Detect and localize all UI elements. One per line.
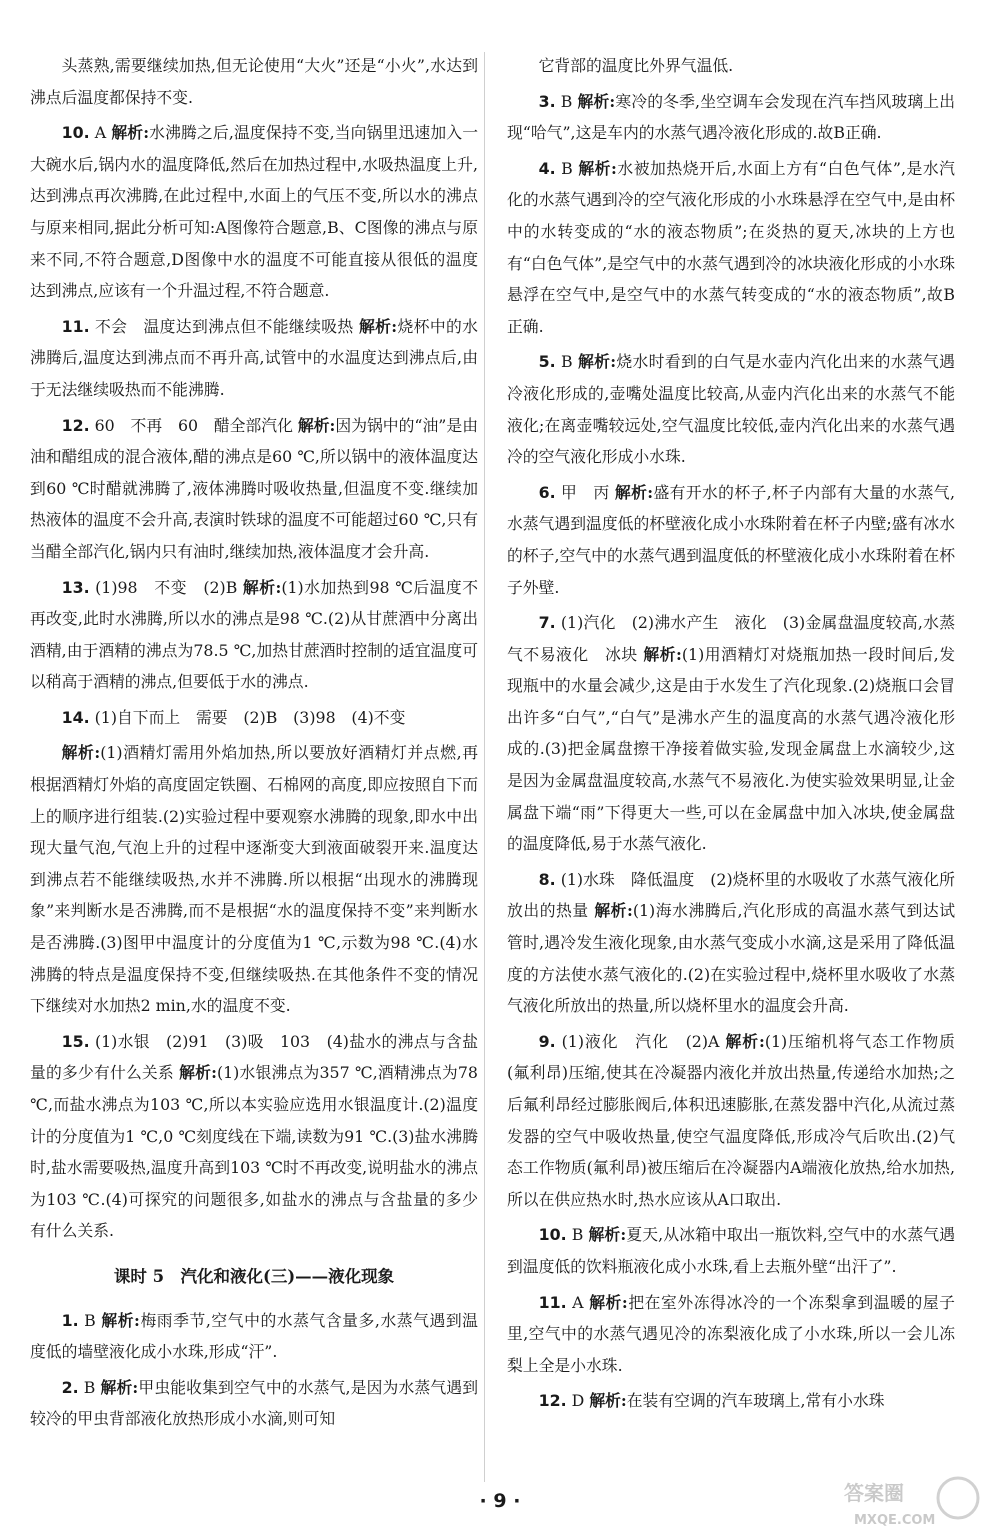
answer-item xyxy=(30,50,478,113)
answer-number: 10. xyxy=(538,1225,567,1245)
answer-number: 2. xyxy=(61,1377,79,1397)
left-column xyxy=(30,50,478,1439)
answer-number: 13. xyxy=(61,577,90,597)
analysis-label: 解析: xyxy=(111,123,150,143)
answer-key: (1)汽化 (2)沸水产生 液化 (3)金属盘温度较高,水蒸气不易液化 冰块 xyxy=(507,613,955,664)
answer-number: 12. xyxy=(538,1391,567,1411)
analysis-label: 解析: xyxy=(594,901,633,921)
answer-text: (1)压缩机将气态工作物质(氟利昂)压缩,使其在冷凝器内液化并放出热量,传递给水加热;之后氟利昂经过膨胀阀后,体积迅速膨胀,在蒸发器中汽化,从流过蒸发器的空气中吸收热量,使空气温度降低,形成冷气后吹出.(2)气态工作物质(氟利昂)被压缩后在冷凝器内A端液化放热,给水加热,所以在供应热水时,热水应该从A口取出. xyxy=(507,1031,955,1209)
answer-text: 梅雨季节,空气中的水蒸气含量多,水蒸气遇到温度低的墙壁液化成小水珠,形成“汗”. xyxy=(30,1310,478,1362)
answer-item xyxy=(507,86,955,149)
answer-key: B xyxy=(561,158,573,178)
answer-key: (1)水珠 降低温度 (2)烧杯里的水吸收了水蒸气液化所放出的热量 xyxy=(507,869,955,921)
analysis-label: 解析: xyxy=(643,644,682,664)
analysis-label: 解析: xyxy=(242,577,282,597)
answer-item xyxy=(30,572,478,698)
answer-text: (1)海水沸腾后,汽化形成的高温水蒸气到达试管时,遇冷发生液化现象,由水蒸气变成小水滴,这是采用了降低温度的方法使水蒸气液化的.(2)在实验过程中,烧杯里水吸收了水蒸气液化所放出的热量,所以烧杯里水的温度会升高. xyxy=(507,901,955,1016)
answer-number: 11. xyxy=(538,1292,567,1312)
answer-text: (1)用酒精灯对烧瓶加热一段时间后,发现瓶中的水量会减少,这是由于水发生了汽化现象.(2)烧瓶口会冒出许多“白气”,“白气”是沸水产生的温度高的水蒸气遇冷液化形成的.(3)把金属盘擦干净接着做实验,发现金属盘上水滴较少,这是因为金属盘温度较高,水蒸气不易液化.为使实验效果明显,让金属盘下端“雨”下得更大一些,可以在金属盘中加入冰块,使金属盘的温度降低,易于水蒸气液化. xyxy=(507,644,955,854)
watermark-logo xyxy=(840,1474,990,1530)
answer-item xyxy=(507,346,955,472)
analysis-label: 解析: xyxy=(358,316,398,336)
answer-text: 头蒸熟,需要继续加热,但无论使用“大火”还是“小火”,水达到沸点后温度都保持不变. xyxy=(30,56,478,107)
answer-text: 寒冷的冬季,坐空调车会发现在汽车挡风玻璃上出现“哈气”,这是车内的水蒸气遇冷液化形成的.故B正确. xyxy=(507,91,955,143)
analysis-label: 解析: xyxy=(589,1391,627,1411)
answer-item xyxy=(30,1305,478,1368)
answer-text: 盛有开水的杯子,杯子内部有大量的水蒸气,水蒸气遇到温度低的杯壁液化成小水珠附着在杯子内壁;盛有冰水的杯子,空气中的水蒸气遇到温度低的杯壁液化成小水珠附着在杯子外壁. xyxy=(507,482,955,597)
answer-key: (1)98 不变 (2)B xyxy=(95,577,238,597)
analysis-label: 解析: xyxy=(179,1063,217,1083)
right-answer-list xyxy=(507,50,955,1417)
answer-key: (1)液化 汽化 (2)A xyxy=(561,1031,720,1051)
answer-number: 9. xyxy=(538,1031,556,1051)
answer-item xyxy=(507,1219,955,1282)
answer-key: A xyxy=(94,123,107,143)
answer-text: 把在室外冻得冰冷的一个冻梨拿到温暖的屋子里,空气中的水蒸气遇见冷的冻梨液化成了小水珠,所以一会儿冻梨上全是小水珠. xyxy=(507,1292,955,1375)
answer-item xyxy=(507,50,955,82)
answer-number: 3. xyxy=(538,91,556,111)
watermark-line1: 答案圈 xyxy=(844,1481,904,1505)
answer-text: (1)酒精灯需用外焰加热,所以要放好酒精灯并点燃,再根据酒精灯外焰的高度固定铁圈、石棉网的高度,即应按照自下而上的顺序进行组装.(2)实验过程中要观察水沸腾的现象,即水中出现大量气泡,气泡上升的过程中逐渐变大到液面破裂开来.温度达到沸点若不能继续吸热,水并不沸腾.所以根据“出现水的沸腾现象”来判断水是否沸腾,而不是根据“水的温度保持不变”来判断水是否沸腾.(3)图甲中温度计的分度值为1 ℃,示数为98 ℃.(4)水沸腾的特点是温度保持不变,但继续吸热.在其他条件不变的情况下继续对水加热2 min,水的温度不变. xyxy=(30,743,479,1016)
answer-number: 6. xyxy=(538,482,556,502)
answer-key: A xyxy=(572,1292,584,1312)
analysis-label: 解析: xyxy=(588,1225,627,1245)
answer-text: (1)水加热到98 ℃后温度不再改变,此时水沸腾,所以水的沸点是98 ℃.(2)从甘蔗酒中分离出酒精,由于酒精的沸点为78.5 ℃,加热甘蔗酒时控制的适宜温度可以稍高于酒精的沸点,但要低于水的沸点. xyxy=(30,577,479,692)
analysis-label: 解析: xyxy=(101,1310,140,1330)
answer-number: 1. xyxy=(61,1310,79,1330)
answer-text: 烧水时看到的白气是水壶内汽化出来的水蒸气遇冷液化形成的,壶嘴处温度比较高,从壶内汽化出来的水蒸气不能液化;在离壶嘴较远处,空气温度比较低,壶内汽化出来的水蒸气遇冷的空气液化形成小水珠. xyxy=(507,352,955,467)
answer-text: 在装有空调的汽车玻璃上,常有小水珠 xyxy=(626,1391,885,1411)
answer-number: 14. xyxy=(61,707,90,727)
answer-key: B xyxy=(84,1310,96,1330)
left-answer-list xyxy=(30,50,478,1247)
answer-item xyxy=(30,702,478,734)
right-column xyxy=(507,50,955,1421)
analysis-label: 解析: xyxy=(614,482,654,502)
analysis-label: 解析: xyxy=(297,415,336,435)
section-title: 课时 5 汽化和液化(三)——液化现象 xyxy=(113,1266,395,1286)
answer-key: (1)自下而上 需要 (2)B (3)98 (4)不变 xyxy=(94,707,406,727)
answer-key: B xyxy=(560,91,573,111)
answer-key: 不会 温度达到沸点但不能继续吸热 xyxy=(94,316,354,336)
answer-text: 因为锅中的“油”是由油和醋组成的混合液体,醋的沸点是60 ℃,所以锅中的液体温度达到60 ℃时醋就沸腾了,液体沸腾吋吸收热量,但温度不变.继续加热液体的温度不会升高,表演时铁球的温度不可能超过60 ℃,只有当醋全部汽化,锅内只有油时,继续加热,液体温度才会升高. xyxy=(30,415,478,561)
watermark-line2: MXQE.COM xyxy=(854,1513,936,1528)
answer-item xyxy=(30,117,478,307)
answer-number: 5. xyxy=(538,352,556,372)
answer-item xyxy=(30,1372,478,1435)
left-after-answer-list xyxy=(30,1305,478,1435)
answer-key: D xyxy=(571,1391,585,1411)
answer-number: 8. xyxy=(538,869,556,889)
page-number: · 9 · xyxy=(479,1490,521,1512)
column-divider xyxy=(484,52,485,1482)
analysis-label: 解析: xyxy=(577,352,617,372)
answer-item xyxy=(30,737,478,1021)
analysis-label: 解析: xyxy=(578,158,617,178)
answer-key: 60 不再 60 醋全部汽化 xyxy=(94,415,293,435)
answer-text: 烧杯中的水沸腾后,温度达到沸点而不再升高,试管中的水温度达到沸点后,由于无法继续吸热而不能沸腾. xyxy=(30,316,478,399)
answer-number: 7. xyxy=(538,613,556,633)
answer-item xyxy=(30,311,478,406)
answer-text: 甲虫能收集到空气中的水蒸气,是因为水蒸气遇到较冷的甲虫背部液化放热形成小水滴,则可知 xyxy=(30,1377,478,1429)
answer-item xyxy=(507,864,955,1022)
answer-item xyxy=(507,607,955,860)
analysis-label: 解析: xyxy=(589,1292,628,1312)
answer-number: 11. xyxy=(61,316,90,336)
analysis-label: 解析: xyxy=(725,1031,765,1051)
answer-item xyxy=(507,1026,955,1216)
answer-key: B xyxy=(83,1377,96,1397)
answer-text: 夏天,从冰箱中取出一瓶饮料,空气中的水蒸气遇到温度低的饮料瓶液化成小水珠,看上去瓶外壁“出汗了”. xyxy=(507,1225,955,1276)
answer-item xyxy=(30,410,478,568)
answer-number: 15. xyxy=(61,1031,90,1051)
answer-item xyxy=(507,477,955,603)
answer-text: 它背部的温度比外界气温低. xyxy=(538,56,734,75)
answer-number: 12. xyxy=(61,415,90,435)
answer-number: 10. xyxy=(61,123,90,143)
answer-key: B xyxy=(560,352,573,372)
answer-key: (1)水银 (2)91 (3)吸 103 (4)盐水的沸点与含盐量的多少有什么关系 xyxy=(30,1031,478,1083)
answer-item xyxy=(507,1385,955,1417)
answer-key: B xyxy=(571,1225,584,1245)
answer-item xyxy=(507,1287,955,1382)
answer-number: 4. xyxy=(538,158,556,178)
analysis-label: 解析: xyxy=(100,1377,139,1397)
answer-item xyxy=(507,153,955,343)
analysis-label: 解析: xyxy=(61,743,101,763)
answer-text: 水被加热烧开后,水面上方有“白色气体”,是水汽化的水蒸气遇到冷的空气液化形成的小水珠悬浮在空气中,是由杯中的水转变成的“水的液态物质”;在炎热的夏天,冰块的上方也有“白色气体”,是空气中的水蒸气遇到冷的冰块液化形成的小水珠悬浮在空气中,是空气中的水蒸气转变成的“水的液态物质”,故B正确. xyxy=(507,158,955,336)
answer-item xyxy=(30,1026,478,1247)
analysis-label: 解析: xyxy=(577,91,616,111)
answer-key: 甲 丙 xyxy=(561,482,610,502)
answer-text: 水沸腾之后,温度保持不变,当向锅里迅速加入一大碗水后,锅内水的温度降低,然后在加热过程中,水吸热温度上升,达到沸点再次沸腾,在此过程中,水面上的气压不变,所以水的沸点与原来相同,据此分析可知:A图像符合题意,B、C图像的沸点与原来不同,不符合题意,D图像中水的温度不可能直接从很低的温度达到沸点,应该有一个升温过程,不符合题意. xyxy=(30,123,479,301)
answer-text: (1)水银沸点为357 ℃,酒精沸点为78 ℃,而盐水沸点为103 ℃,所以本实验应选用水银温度计.(2)温度计的分度值为1 ℃,0 ℃刻度线在下端,读数为91 ℃.(3)盐水沸腾时,盐水需要吸热,温度升高到103 ℃时不再改变,说明盐水的沸点为103 ℃.(4)可探究的问题很多,如盐水的沸点与含盐量的多少有什么关系. xyxy=(30,1063,478,1241)
